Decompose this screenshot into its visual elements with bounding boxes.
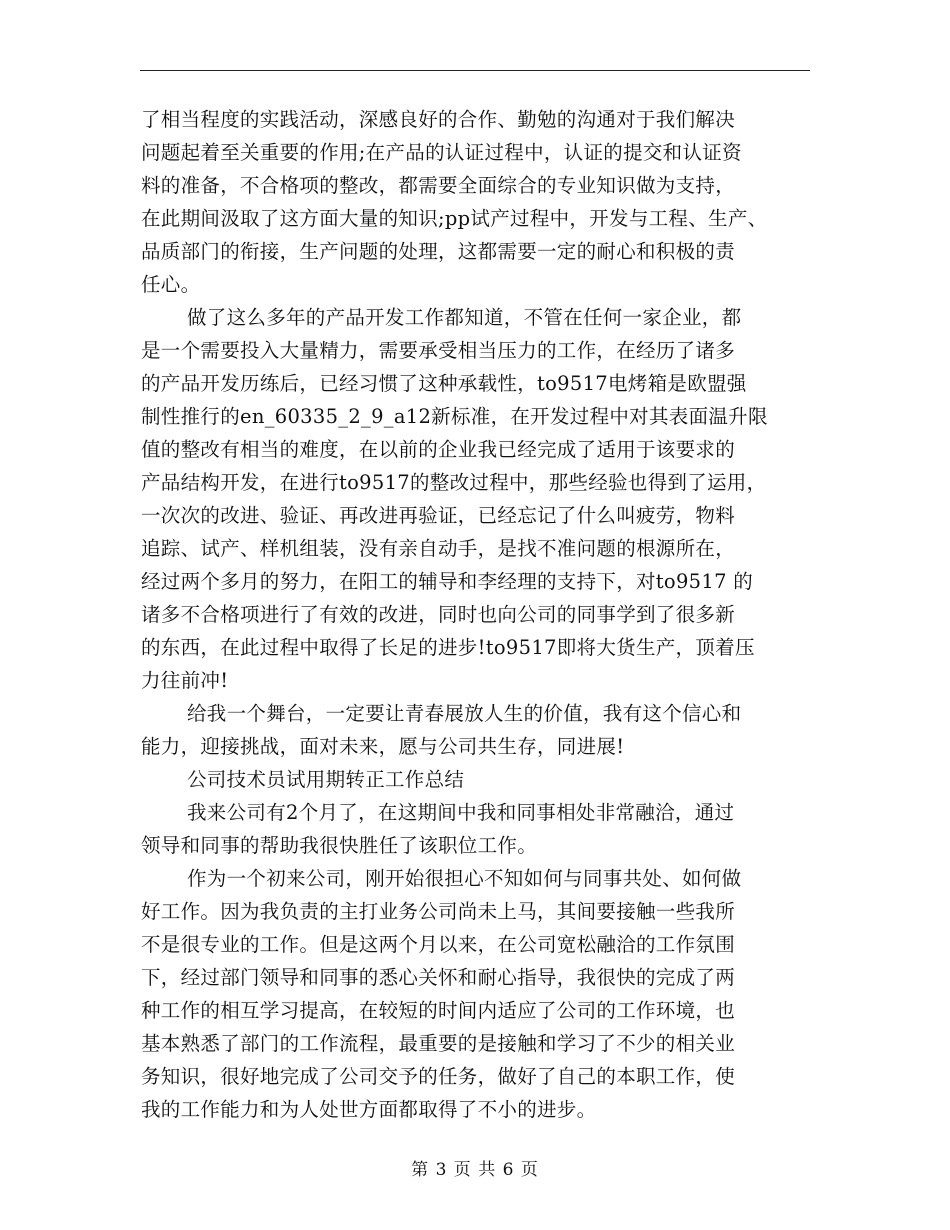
text-line: 基本熟悉了部门的工作流程，最重要的是接触和学习了不少的相关业 (141, 1032, 736, 1055)
text-line: 值的整改有相当的难度，在以前的企业我已经完成了适用于该要求的 (141, 438, 736, 461)
text-line: 力往前冲! (141, 669, 229, 692)
text-line: 给我一个舞台，一定要让青春展放人生的价值，我有这个信心和 (187, 702, 742, 725)
text-line: 能力，迎接挑战，面对未来，愿与公司共生存，同进展! (141, 735, 625, 758)
paragraph (141, 103, 841, 301)
text-line: 领导和同事的帮助我很快胜任了该职位工作。 (141, 834, 538, 857)
text-line: 诸多不合格项进行了有效的改进，同时也向公司的同事学到了很多新 (141, 603, 736, 626)
text-line: 的东西，在此过程中取得了长足的进步!to9517即将大货生产，顶着压 (141, 636, 755, 659)
text-line: 下，经过部门领导和同事的悉心关怀和耐心指导，我很快的完成了两 (141, 966, 736, 989)
text-line: 料的准备，不合格项的整改，都需要全面综合的专业知识做为支持， (141, 174, 736, 197)
text-line: 经过两个多月的努力，在阳工的辅导和李经理的支持下，对to9517 的 (141, 570, 754, 593)
text-line: 好工作。因为我负责的主打业务公司尚未上马，其间要接触一些我所 (141, 900, 736, 923)
text-line: 公司技术员试用期转正工作总结 (187, 768, 465, 791)
paragraph (141, 796, 841, 862)
header-rule (140, 70, 810, 71)
text-line: 是一个需要投入大量精力，需要承受相当压力的工作，在经历了诸多 (141, 339, 736, 362)
text-line: 我来公司有2个月了，在这期间中我和同事相处非常融洽，通过 (187, 801, 735, 824)
text-line: 产品结构开发，在进行to9517的整改过程中，那些经验也得到了运用， (141, 471, 767, 494)
page-footer: 第 3 页 共 6 页 (411, 1160, 539, 1180)
text-line: 品质部门的衔接，生产问题的处理，这都需要一定的耐心和积极的责 (141, 240, 736, 263)
paragraph (141, 763, 841, 796)
text-line: 做了这么多年的产品开发工作都知道，不管在任何一家企业，都 (187, 306, 742, 329)
paragraph (141, 862, 841, 1126)
text-line: 追踪、试产、样机组装，没有亲自动手，是找不准问题的根源所在， (141, 537, 736, 560)
text-line: 问题起着至关重要的作用;在产品的认证过程中，认证的提交和认证资 (141, 141, 742, 164)
paragraph (141, 301, 841, 697)
text-line: 种工作的相互学习提高，在较短的时间内适应了公司的工作环境，也 (141, 999, 736, 1022)
text-line: 不是很专业的工作。但是这两个月以来，在公司宽松融洽的工作氛围 (141, 933, 736, 956)
text-line: 务知识，很好地完成了公司交予的任务，做好了自己的本职工作，使 (141, 1065, 736, 1088)
text-line: 任心。 (141, 273, 201, 296)
text-line: 了相当程度的实践活动，深感良好的合作、勤勉的沟通对于我们解决 (141, 108, 736, 131)
text-line: 的产品开发历练后，已经习惯了这种承载性，to9517电烤箱是欧盟强 (141, 372, 747, 395)
text-line: 作为一个初来公司，刚开始很担心不知如何与同事共处、如何做 (187, 867, 742, 890)
document-body (141, 103, 841, 1126)
text-line: 在此期间汲取了这方面大量的知识;pp试产过程中，开发与工程、生产、 (141, 207, 768, 230)
text-line: 制性推行的en_60335_2_9_a12新标准，在开发过程中对其表面温升限 (141, 405, 768, 428)
text-line: 一次次的改进、验证、再改进再验证，已经忘记了什么叫疲劳，物料 (141, 504, 736, 527)
text-line: 我的工作能力和为人处世方面都取得了不小的进步。 (141, 1098, 597, 1121)
paragraph (141, 697, 841, 763)
